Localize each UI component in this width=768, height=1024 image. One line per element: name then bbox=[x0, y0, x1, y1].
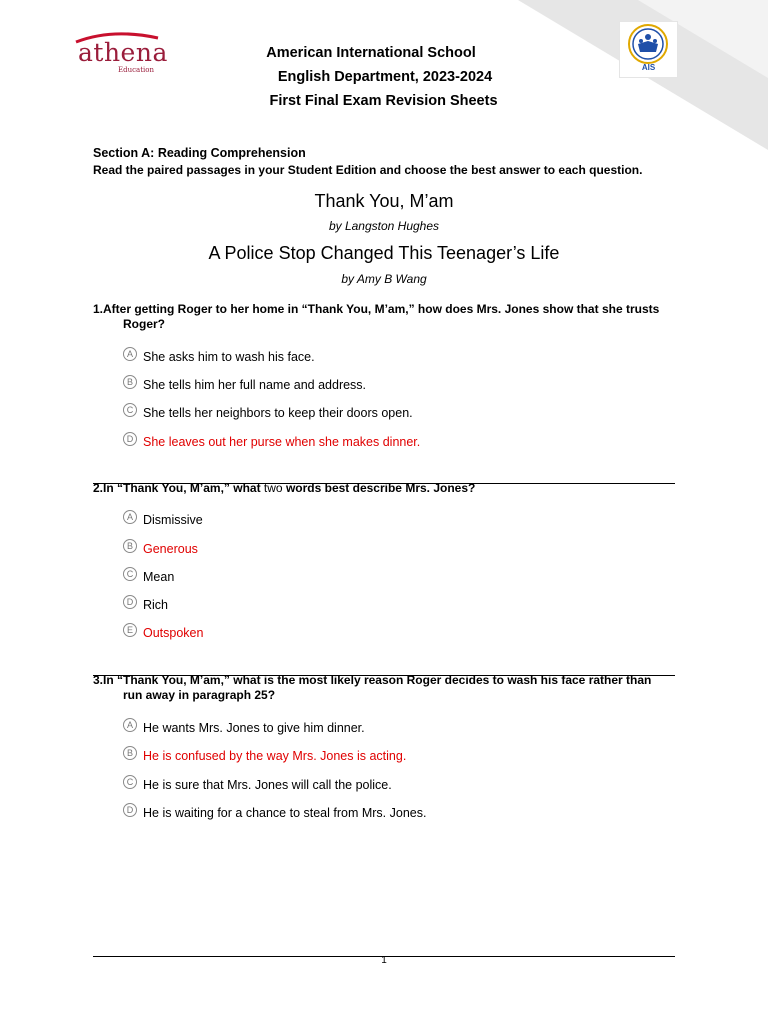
q1-option-c-text: She tells her neighbors to keep their doors open. bbox=[143, 406, 413, 420]
question-3 bbox=[93, 673, 678, 703]
school-name: American International School bbox=[266, 45, 476, 61]
q1-option-b[interactable] bbox=[123, 376, 366, 394]
q2-option-b[interactable] bbox=[123, 540, 198, 558]
q3-option-a-bubble[interactable]: A bbox=[123, 718, 137, 732]
q3-option-b-bubble[interactable]: B bbox=[123, 746, 137, 760]
q2-option-e-bubble[interactable]: E bbox=[123, 623, 137, 637]
question-2-mid: two bbox=[263, 481, 283, 495]
question-1 bbox=[93, 302, 678, 332]
passage2-author: by Amy B Wang bbox=[341, 272, 427, 286]
q3-option-a-text: He wants Mrs. Jones to give him dinner. bbox=[143, 721, 365, 735]
q2-option-a-bubble[interactable]: A bbox=[123, 510, 137, 524]
athena-sub-text: Education bbox=[118, 66, 154, 74]
q1-option-b-bubble[interactable]: B bbox=[123, 375, 137, 389]
q1-option-d-bubble[interactable]: D bbox=[123, 432, 137, 446]
q1-option-b-text: She tells him her full name and address. bbox=[143, 378, 367, 392]
q2-option-c-text: Mean bbox=[143, 570, 175, 584]
q1-option-c[interactable] bbox=[123, 404, 413, 422]
q3-option-c-text: He is sure that Mrs. Jones will call the police. bbox=[143, 778, 392, 792]
q2-option-e[interactable] bbox=[123, 624, 203, 642]
ais-emblem-icon bbox=[620, 22, 677, 66]
department-name: English Department, 2023-2024 bbox=[277, 69, 493, 85]
q1-option-a[interactable] bbox=[123, 348, 315, 366]
q2-option-d-bubble[interactable]: D bbox=[123, 595, 137, 609]
q3-option-b[interactable] bbox=[123, 747, 406, 765]
ais-logo bbox=[619, 21, 678, 78]
q3-option-d-text: He is waiting for a chance to steal from Mrs. Jones. bbox=[143, 806, 427, 820]
q1-option-c-bubble[interactable]: C bbox=[123, 403, 137, 417]
page-number: 1 bbox=[381, 955, 387, 966]
q1-option-d[interactable] bbox=[123, 433, 420, 451]
q3-option-a[interactable] bbox=[123, 719, 365, 737]
question-3-line2: run away in paragraph 25? bbox=[123, 688, 276, 702]
question-2 bbox=[93, 481, 678, 496]
q2-option-d-text: Rich bbox=[143, 598, 169, 612]
athena-logo bbox=[70, 30, 168, 75]
q3-option-d-bubble[interactable]: D bbox=[123, 803, 137, 817]
question-2-pre: 2.In “Thank You, M’am,” what bbox=[93, 481, 264, 495]
document-header bbox=[200, 41, 570, 113]
q2-option-a[interactable] bbox=[123, 511, 203, 529]
exam-title: First Final Exam Revision Sheets bbox=[269, 93, 498, 109]
ais-label: AIS bbox=[641, 63, 656, 72]
q1-option-d-text: She leaves out her purse when she makes dinner. bbox=[143, 435, 421, 449]
q2-option-a-text: Dismissive bbox=[143, 513, 203, 527]
q2-option-b-text: Generous bbox=[143, 542, 198, 556]
q3-option-d[interactable] bbox=[123, 804, 426, 822]
question-3-line1: 3.In “Thank You, M’am,” what is the most likely reason Roger decides to wash his face rather than bbox=[93, 673, 652, 687]
section-instructions: Read the paired passages in your Student Edition and choose the best answer to each question. bbox=[93, 163, 643, 177]
q3-option-b-text: He is confused by the way Mrs. Jones is acting. bbox=[143, 749, 407, 763]
question-1-line2: Roger? bbox=[123, 317, 165, 331]
passage1-title: Thank You, M’am bbox=[314, 191, 454, 211]
q2-option-b-bubble[interactable]: B bbox=[123, 539, 137, 553]
q1-option-a-bubble[interactable]: A bbox=[123, 347, 137, 361]
question-1-line1: 1.After getting Roger to her home in “Thank You, M’am,” how does Mrs. Jones show that she trusts bbox=[93, 302, 660, 316]
question-2-post: words best describe Mrs. Jones? bbox=[282, 481, 476, 495]
athena-brand-text: athena bbox=[78, 38, 168, 67]
q3-option-c[interactable] bbox=[123, 776, 392, 794]
q2-option-e-text: Outspoken bbox=[143, 626, 204, 640]
q1-option-a-text: She asks him to wash his face. bbox=[143, 350, 315, 364]
q2-option-c-bubble[interactable]: C bbox=[123, 567, 137, 581]
q2-option-c[interactable] bbox=[123, 568, 174, 586]
q3-option-c-bubble[interactable]: C bbox=[123, 775, 137, 789]
section-title: Section A: Reading Comprehension bbox=[93, 146, 306, 160]
passage1-author: by Langston Hughes bbox=[328, 219, 440, 233]
passage2-title: A Police Stop Changed This Teenager’s Life bbox=[208, 243, 560, 263]
q2-option-d[interactable] bbox=[123, 596, 168, 614]
